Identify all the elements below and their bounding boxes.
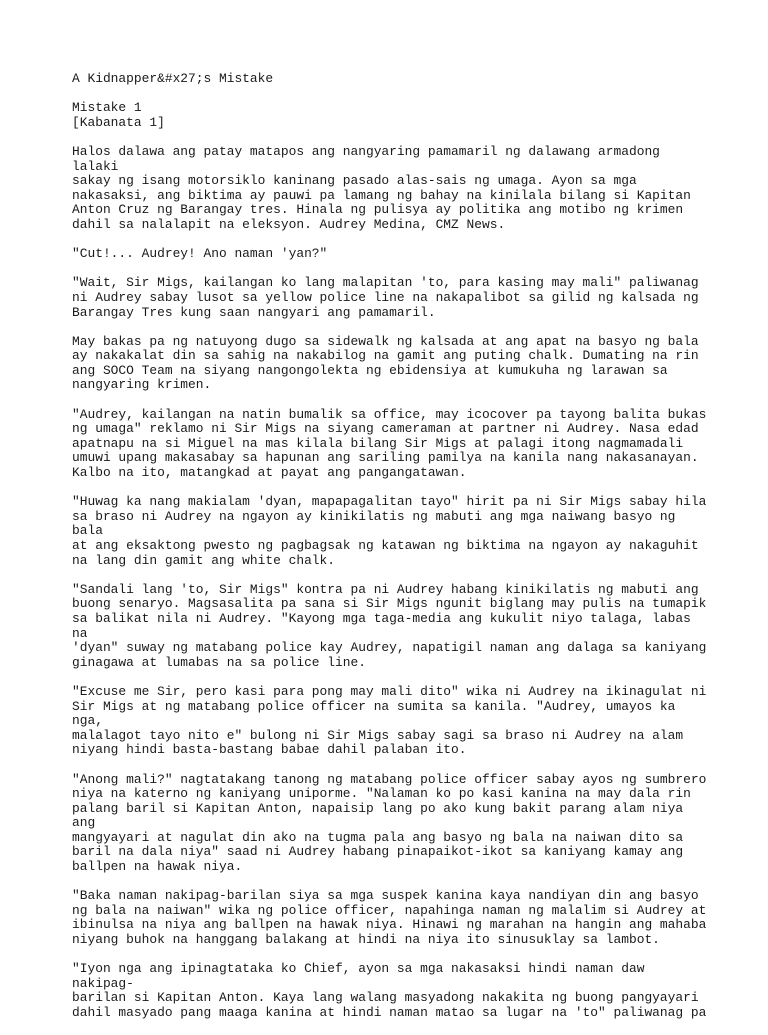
document-title: A Kidnapper&#x27;s Mistake bbox=[72, 71, 274, 86]
document-page bbox=[72, 72, 712, 1035]
paragraph: "Cut!... Audrey! Ano naman 'yan?" bbox=[72, 246, 328, 262]
chapter-title: Mistake 1 bbox=[72, 100, 142, 116]
paragraph: May bakas pa ng natuyong dugo sa sidewalk ng kalsada at ang apat na basyo ng bala ay nakakalat din sa sahig na nakabilog na gamit ang puting chalk. Dumating na rin ang SOCO Team na siyang nangongolekta ng ebidensiya at kumukuha ng larawan sa nangyaring krimen. bbox=[72, 333, 699, 393]
paragraph: "Excuse me Sir, pero kasi para pong may mali dito" wika ni Audrey na ikinagulat ni Sir Migs at ng matabang police officer na sumita sa kanila. "Audrey, umayos ka nga, malalagot tayo nito e" bulong ni Sir Migs sabay sagi sa braso ni Audrey na alam niyang hindi basta-bastang babae dahil palaban ito. bbox=[72, 683, 707, 758]
paragraph: "Anong mali?" nagtatakang tanong ng matabang police officer sabay ayos ng sumbrero niya na katerno ng kaniyang uniporme. "Nalaman ko po kasi kanina na may dala rin palang baril si Kapitan Anton, napaisip lang po ako kung bakit parang alam niya ang mangyayari at nagulat din ako na tugma pala ang basyo ng bala na naiwan dito sa baril na dala niya" saad ni Audrey habang pinapaikot-ikot sa kaniyang kamay ang ballpen na hawak niya. bbox=[72, 771, 707, 875]
paragraph: "Baka naman nakipag-barilan siya sa mga suspek kanina kaya nandiyan din ang basyo ng bala na naiwan" wika ng police officer, napahinga naman ng malalim si Audrey at ibinulsa na niya ang ballpen na hawak niya. Hinawi ng marahan na hangin ang mahaba niyang buhok na hanggang balakang at hindi na niya ito sinusuklay sa lambot. bbox=[72, 888, 707, 948]
paragraph: "Sandali lang 'to, Sir Migs" kontra pa ni Audrey habang kinikilatis ng mabuti ang buong senaryo. Magsasalita pa sana si Sir Migs ngunit biglang may pulis na tumapik sa balikat nila ni Audrey. "Kayong mga taga-media ang kukulit niyo talaga, labas na 'dyan" suway ng matabang police kay Audrey, napatigil naman ang dalaga sa kaniyang ginagawa at lumabas na sa police line. bbox=[72, 581, 707, 670]
paragraph: "Audrey, kailangan na natin bumalik sa office, may icocover pa tayong balita bukas ng umaga" reklamo ni Sir Migs na siyang cameraman at partner ni Audrey. Nasa edad apatnapu na si Miguel na mas kilala bilang Sir Migs at palagi itong nagmamadali umuwi upang makasabay sa hapunan ang sariling pamilya na kanila nang nakasanayan. Kalbo na ito, matangkad at payat ang pangangatawan. bbox=[72, 406, 707, 481]
paragraph: "Iyon nga ang ipinagtataka ko Chief, ayon sa mga nakasaksi hindi naman daw nakipag- barilan si Kapitan Anton. Kaya lang walang masyadong nakakita ng buong pangyayari dahil masyado pang maaga kanina at hindi naman matao sa lugar na 'to" paliwanag pa bbox=[72, 961, 707, 1020]
paragraph: "Wait, Sir Migs, kailangan ko lang malapitan 'to, para kasing may mali" paliwanag ni Audrey sabay lusot sa yellow police line na nakapalibot sa gilid ng kalsada ng Barangay Tres kung saan nangyari ang pamamaril. bbox=[72, 275, 699, 320]
paragraph: Halos dalawa ang patay matapos ang nangyaring pamamaril ng dalawang armadong lalaki sakay ng isang motorsiklo kaninang pasado alas-sais ng umaga. Ayon sa mga nakasaksi, ang biktima ay pauwi pa lamang ng bahay na kinilala bilang si Kapitan Anton Cruz ng Barangay tres. Hinala ng pulisya ay politika ang motibo ng krimen dahil sa nalalapit na eleksyon. Audrey Medina, CMZ News. bbox=[72, 143, 691, 232]
chapter-heading bbox=[72, 101, 712, 130]
chapter-subtitle: [Kabanata 1] bbox=[72, 114, 165, 130]
paragraph: "Huwag ka nang makialam 'dyan, mapapagalitan tayo" hirit pa ni Sir Migs sabay hila sa braso ni Audrey na ngayon ay kinikilatis ng mabuti ang mga naiwang basyo ng bala at ang eksaktong pwesto ng pagbagsak ng katawan ng biktima na ngayon ay nakaguhit na lang din gamit ang white chalk. bbox=[72, 494, 707, 568]
